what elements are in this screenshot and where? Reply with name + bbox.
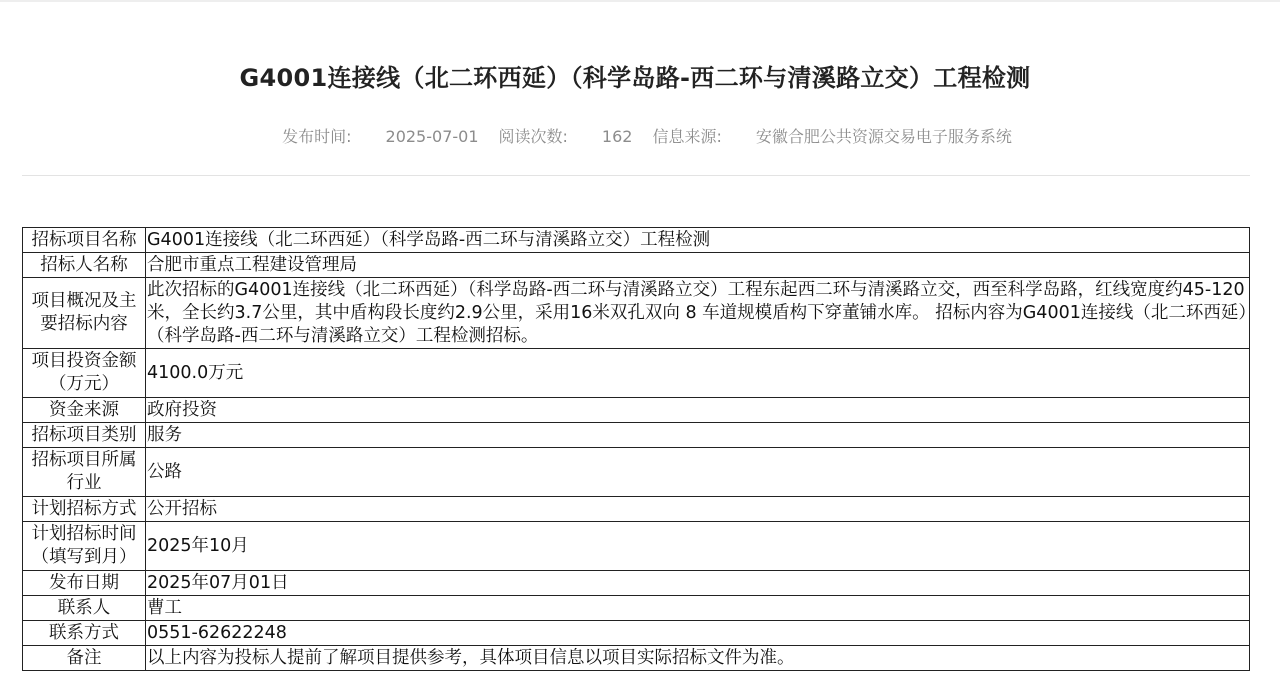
table-row	[23, 621, 1250, 646]
row-label: 项目概况及主要招标内容	[23, 278, 146, 349]
row-value: 以上内容为投标人提前了解项目提供参考，具体项目信息以项目实际招标文件为准。	[146, 646, 1250, 671]
table-row	[23, 522, 1250, 571]
row-label: 招标项目名称	[23, 228, 146, 253]
page-title: G4001连接线（北二环西延）（科学岛路-西二环与清溪路立交）工程检测	[239, 64, 1031, 93]
table-row	[23, 497, 1250, 522]
row-value: 公开招标	[146, 497, 1250, 522]
table-row	[23, 349, 1250, 398]
read-count-label: 阅读次数:	[498, 127, 568, 146]
row-label: 计划招标时间（填写到月）	[23, 522, 146, 571]
row-value: 此次招标的G4001连接线（北二环西延）（科学岛路-西二环与清溪路立交）工程东起西二环与清溪路立交，西至科学岛路，红线宽度约45-120米，全长约3.7公里，其中盾构段长度约2.9公里，采用16米双孔双向 8 车道规模盾构下穿董铺水库。 招标内容为G4001连接线（北二环西延）（科学岛路-西二环与清溪路立交）工程检测招标。	[146, 278, 1250, 349]
row-label: 联系人	[23, 596, 146, 621]
table-row	[23, 596, 1250, 621]
table-row	[23, 278, 1250, 349]
row-label: 招标项目所属行业	[23, 448, 146, 497]
table-row	[23, 448, 1250, 497]
row-value: 服务	[146, 423, 1250, 448]
publish-time-label: 发布时间:	[282, 127, 352, 146]
row-label: 备注	[23, 646, 146, 671]
row-value: 2025年07月01日	[146, 571, 1250, 596]
row-value: 4100.0万元	[146, 349, 1250, 398]
table-row	[23, 228, 1250, 253]
row-value: 政府投资	[146, 398, 1250, 423]
table-row	[23, 646, 1250, 671]
source-label: 信息来源:	[652, 127, 722, 146]
table-row	[23, 398, 1250, 423]
top-border	[0, 0, 1280, 2]
table-row	[23, 253, 1250, 278]
divider	[22, 175, 1250, 176]
row-value: 2025年10月	[146, 522, 1250, 571]
table-row	[23, 423, 1250, 448]
row-label: 项目投资金额（万元）	[23, 349, 146, 398]
read-count-value: 162	[601, 127, 633, 146]
row-label: 计划招标方式	[23, 497, 146, 522]
row-value: 曹工	[146, 596, 1250, 621]
source-value: 安徽合肥公共资源交易电子服务系统	[755, 127, 1012, 146]
row-label: 资金来源	[23, 398, 146, 423]
row-value: 0551-62622248	[146, 621, 1250, 646]
meta-bar	[0, 124, 1280, 150]
publish-time-value: 2025-07-01	[385, 127, 479, 146]
row-label: 发布日期	[23, 571, 146, 596]
row-value: G4001连接线（北二环西延）（科学岛路-西二环与清溪路立交）工程检测	[146, 228, 1250, 253]
project-info-table	[22, 227, 1250, 671]
row-label: 联系方式	[23, 621, 146, 646]
row-value: 合肥市重点工程建设管理局	[146, 253, 1250, 278]
row-value: 公路	[146, 448, 1250, 497]
table-row	[23, 571, 1250, 596]
row-label: 招标项目类别	[23, 423, 146, 448]
row-label: 招标人名称	[23, 253, 146, 278]
